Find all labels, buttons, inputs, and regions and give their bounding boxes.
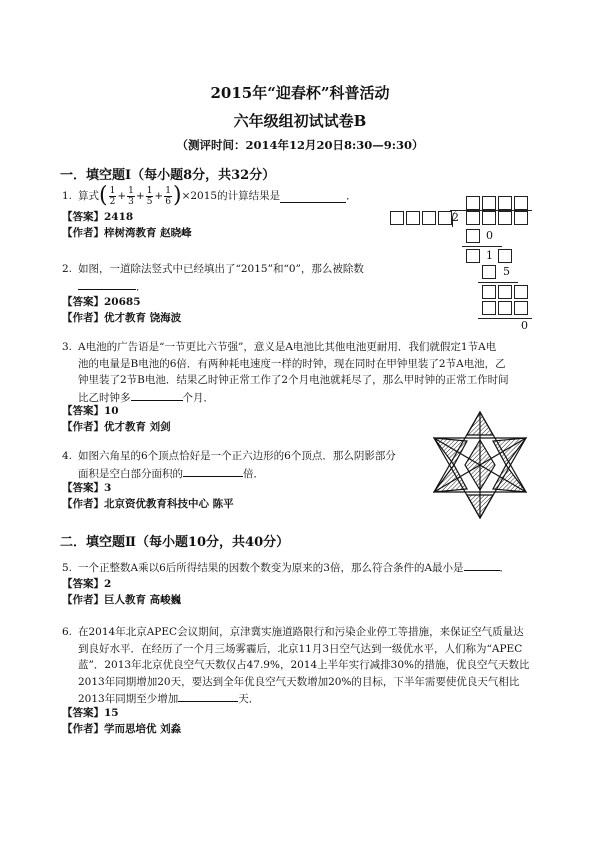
question-6-line1: 在2014年北京APEC会议期间，京津冀实施道路限行和污染企业停工等措施，来保证空气质量达 (78, 626, 524, 638)
question-number: 3. (62, 341, 73, 353)
question-3-line3: 钟里装了2节B电池．结果乙时钟正常工作了2个月电池就耗尽了，那么甲时钟的正常工作时间 (78, 374, 509, 386)
question-2 (62, 261, 392, 295)
question-number: 4. (62, 450, 73, 462)
question-1-pre: 算式 (78, 190, 99, 203)
question-5-line1: 一个正整数A乘以6后所得结果的因数个数变为原来的3倍，那么符合条件的A最小是 (78, 562, 464, 574)
question-6-line2: 到良好水平．在经历了一个月三场雾霾后，北京11月3日空气达到一级优水平，人们称为“APEC (78, 642, 523, 655)
question-1 (62, 183, 357, 209)
question-4 (62, 448, 422, 482)
plus-sign: + (154, 190, 164, 203)
hexagram-figure (425, 410, 535, 520)
digit-box (466, 229, 480, 243)
period: ． (346, 190, 357, 203)
digit-box (498, 301, 512, 315)
author-4: 【作者】北京资优教育科技中心 陈平 (62, 498, 234, 510)
question-6-line3: 蓝”．2013年北京优良空气天数仅占47.9%，2014上半年实行减排30%的措施，优良空气天数比 (78, 659, 530, 671)
question-3 (62, 339, 542, 406)
question-number: 2. (62, 263, 73, 275)
question-4-line1: 如图六角星的6个顶点恰好是一个正六边形的6个顶点．那么阴影部分 (78, 450, 396, 462)
digit-box (466, 211, 480, 225)
author-5: 【作者】巨人教育 高峻巍 (62, 594, 182, 606)
digit-box (514, 301, 528, 315)
author-3: 【作者】优才教育 刘剑 (62, 421, 171, 433)
digit-box (482, 211, 496, 225)
plus-sign: + (135, 190, 145, 203)
digit-box (514, 211, 528, 225)
division-digit-5: 5 (503, 265, 510, 278)
author-1: 【作者】梓树湾教育 赵晓峰 (62, 227, 192, 239)
answer-blank[interactable] (178, 690, 238, 702)
plus-sign: + (117, 190, 127, 203)
period: ． (136, 280, 147, 293)
digit-box (514, 285, 528, 299)
question-3-line4-end: 个月． (182, 391, 214, 404)
question-1-post: ×2015的计算结果是 (181, 190, 281, 203)
digit-box (498, 285, 512, 299)
digit-box (482, 265, 496, 279)
question-6-line5: 2013年同期至少增加 (78, 693, 179, 705)
division-digit-0: 0 (486, 229, 493, 242)
answer-blank[interactable] (131, 389, 183, 401)
digit-box (422, 211, 436, 225)
question-6 (62, 624, 542, 708)
digit-box (498, 211, 512, 225)
digit-box (514, 196, 528, 210)
fraction-2: $\frac{1}{3}$ (128, 186, 134, 207)
answer-1: 【答案】2418 (62, 211, 134, 223)
division-line (462, 246, 502, 247)
question-number: 1. (62, 190, 73, 203)
digit-box (390, 211, 404, 225)
division-digit-1: 1 (486, 249, 493, 262)
digit-box (466, 249, 480, 263)
left-paren-icon: ( (99, 183, 108, 209)
answer-4: 【答案】3 (62, 482, 112, 494)
answer-2: 【答案】20685 (62, 296, 141, 308)
digit-box (438, 211, 452, 225)
question-4-line2-end: 倍． (243, 467, 264, 480)
question-4-line2: 面积是空白部分面积的 (78, 467, 183, 480)
digit-box (498, 196, 512, 210)
test-time: （测评时间：2014年12月20日8:30—9:30） (176, 138, 424, 152)
division-remainder-0: 0 (521, 319, 528, 332)
question-3-line2: 池的电量是B电池的6倍．有两种耗电速度一样的时钟，现在同时在甲钟里装了2节A电池，乙 (78, 357, 506, 370)
section-heading-2: 二．填空题Ⅱ（每小题10分，共40分） (60, 535, 290, 550)
question-number: 6. (62, 626, 73, 638)
answer-blank[interactable] (464, 559, 500, 571)
author-6: 【作者】学而思培优 刘淼 (62, 723, 182, 735)
digit-box (498, 249, 512, 263)
answer-blank[interactable] (78, 278, 136, 290)
page-subtitle: 六年级组初试试卷B (233, 112, 367, 130)
digit-box (406, 211, 420, 225)
question-6-line4: 2013年同期增加20天，要达到全年优良空气天数增加20%的目标，下半年需要使优良天气相比 (78, 675, 520, 688)
answer-5: 【答案】2 (62, 578, 112, 590)
answer-3: 【答案】10 (62, 405, 119, 417)
question-6-line5-end: 天． (238, 693, 260, 705)
answer-blank[interactable] (183, 465, 243, 477)
fraction-4: $\frac{1}{6}$ (165, 186, 171, 207)
fraction-1: $\frac{1}{2}$ (109, 186, 116, 207)
digit-box (482, 301, 496, 315)
question-3-line4: 比乙时钟多 (78, 391, 131, 404)
period: ． (499, 562, 511, 574)
digit-box (466, 196, 480, 210)
digit-box (482, 285, 496, 299)
author-2: 【作者】优才教育 饶海波 (62, 312, 182, 324)
right-paren-icon: ) (172, 183, 182, 209)
question-5 (62, 559, 542, 577)
section-heading-1: 一．填空题Ⅰ（每小题8分，共32分） (60, 168, 276, 183)
question-3-line1: A电池的广告语是“一节更比六节强”，意义是A电池比其他电池更耐用．我们就假定1节A电 (78, 341, 497, 353)
answer-blank[interactable] (280, 191, 346, 203)
answer-6: 【答案】15 (62, 707, 119, 719)
question-2-line1: 如图，一道除法竖式中已经填出了“2015”和“0”，那么被除数 (78, 263, 364, 275)
question-number: 5. (62, 562, 73, 574)
division-line (478, 282, 518, 283)
division-digit-2: 2 (452, 211, 459, 224)
digit-box (482, 196, 496, 210)
fraction-3: $\frac{1}{5}$ (146, 186, 153, 207)
page-title: 2015年“迎春杯”科普活动 (210, 84, 390, 102)
